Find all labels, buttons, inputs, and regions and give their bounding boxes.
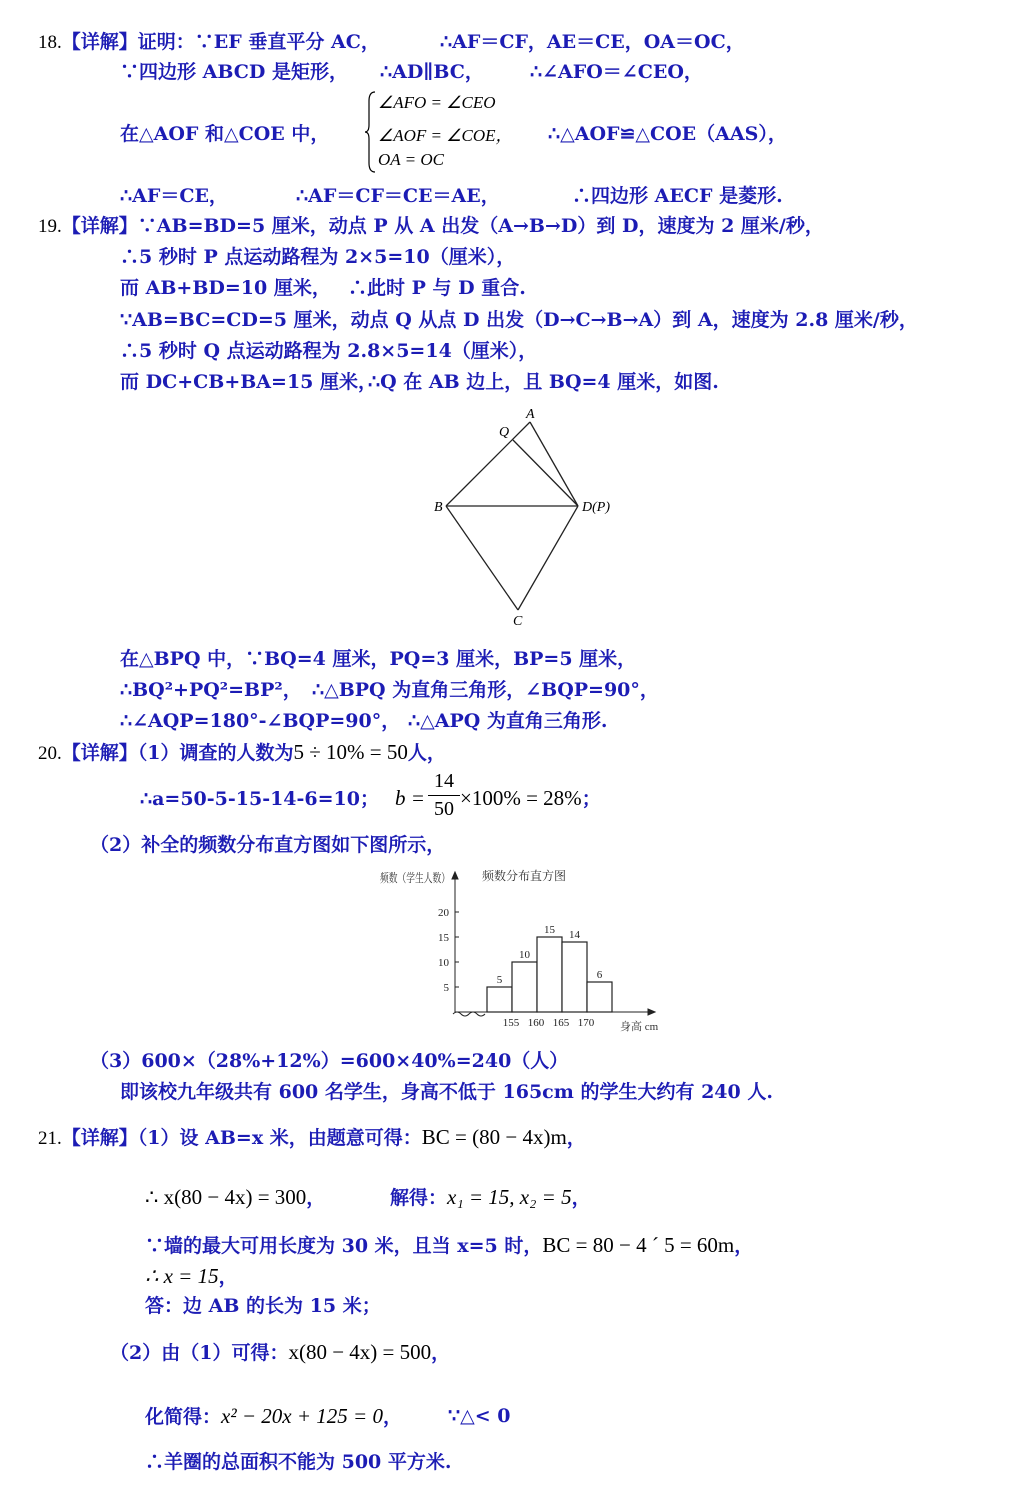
q21-quadratic: x² − 20x + 125 = 0 (221, 1404, 383, 1428)
histogram-bar (537, 937, 562, 1012)
chart-ylabel: 频数（学生人数） (380, 871, 477, 885)
q20-b-fraction (428, 770, 460, 821)
q21-line-7: 化简得：x² − 20x + 125 = 0， (145, 1404, 402, 1428)
x-tick-label: 170 (577, 1017, 595, 1029)
equation-system-line-1: ∠AFO = ∠CEO (378, 93, 496, 112)
q19-tag: 【详解】 (61, 215, 138, 237)
q21-tag: 【详解】 (61, 1127, 138, 1149)
geometry-figure (420, 400, 660, 635)
q19-line-2: ∴5 秒时 P 点运动路程为 2×5=10（厘米）， (120, 246, 516, 268)
q21-line-5: 答：边 AB 的长为 15 米； (145, 1295, 381, 1317)
q20-unit: 人， (407, 742, 446, 764)
equation-system-line-3: OA = OC (378, 150, 444, 169)
q21-line-1: 21.【详解】（1）设 AB=x 米，由题意可得：BC = (80 − 4x)m， (38, 1125, 586, 1149)
q18-line-4a: ∴AF＝CE， (120, 185, 228, 207)
q21-line-2b: 解得：x₁ = 15, x₂ = 5， (390, 1185, 591, 1209)
q21-line-4: ∴ x = 15， (145, 1264, 238, 1288)
q20-tag: 【详解】 (61, 742, 138, 764)
axis-break (453, 1012, 485, 1016)
q21-text: （1）设 AB=x 米，由题意可得： (137, 1127, 422, 1149)
q19-line-3a: 而 AB+BD=10 厘米， (120, 277, 331, 299)
q18-text: 证明：∵EF 垂直平分 AC， (137, 31, 380, 53)
q21-line-2: ∴ x(80 − 4x) = 300， (145, 1185, 326, 1209)
q20-line-2: （2）补全的频数分布直方图如下图所示， (90, 834, 446, 856)
y-axis-arrow (452, 872, 458, 879)
q18-line-4b: ∴AF＝CF＝CE＝AE， (296, 185, 500, 207)
q19-line-9b: ∴△APQ 为直角三角形. (408, 710, 608, 732)
q19-line-1 (38, 214, 824, 239)
bar-value-label: 10 (519, 949, 530, 961)
label-c: C (513, 614, 523, 629)
q20-b-rhs: ×100% = 28%； (460, 786, 601, 810)
q20-number: 20. (38, 743, 62, 764)
label-b: B (434, 500, 443, 515)
q21-discriminant: ∵△< 0 (448, 1405, 511, 1427)
q19-line-6b: ∴Q 在 AB 边上，且 BQ=4 厘米，如图. (368, 371, 719, 393)
bar-value-label: 5 (496, 974, 503, 986)
q18-line-4c: ∴四边形 AECF 是菱形. (572, 185, 783, 207)
q18-line-2c: ∴∠AFO＝∠CEO， (530, 61, 703, 83)
y-tick-label: 5 (443, 982, 449, 994)
segment-bc (446, 506, 518, 610)
histogram-chart (370, 862, 680, 1042)
q19-number: 19. (38, 216, 62, 237)
x-tick-label: 165 (552, 1017, 570, 1029)
q18-line-1b: ∴AF＝CF，AE＝CE，OA＝OC， (440, 31, 745, 53)
equation-system-brace (364, 91, 376, 173)
fraction-denominator: 50 (434, 798, 454, 820)
q20-line-3: （3）600×（28%+12%）=600×40%=240（人） (90, 1050, 569, 1072)
x-tick-label: 160 (527, 1017, 545, 1029)
q19-text: ∵AB=BD=5 厘米，动点 P 从 A 出发（A→B→D）到 D，速度为 2 厘米/秒， (137, 215, 824, 237)
q20-line-4: 即该校九年级共有 600 名学生，身高不低于 165cm 的学生大约有 240 人. (120, 1081, 773, 1103)
q18-number: 18. (38, 32, 62, 53)
segment-ba (446, 422, 530, 506)
q20-formula: 5 ÷ 10% = 50 (293, 740, 408, 764)
label-q: Q (499, 425, 510, 440)
q21-equation-300: ∴ x(80 − 4x) = 300 (145, 1185, 307, 1209)
q20-a-equation: ∴a=50-5-15-14-6=10； (140, 788, 379, 810)
equation-system-line-2: ∠AOF = ∠COE， (378, 126, 513, 145)
q20-text: （1）调查的人数为 (137, 742, 294, 764)
q18-line-2a: ∵四边形 ABCD 是矩形， (120, 61, 348, 83)
q19-line-4: ∵AB=BC=CD=5 厘米，动点 Q 从点 D 出发（D→C→B→A）到 A，速度为 2.8 厘米/秒， (120, 309, 918, 331)
segment-cd (518, 506, 578, 610)
q19-line-8b: ∴△BPQ 为直角三角形，∠BQP=90°， (312, 679, 659, 701)
histogram-bar (587, 982, 612, 1012)
bar-value-label: 15 (544, 924, 555, 936)
x-tick-label: 155 (502, 1017, 520, 1029)
q21-line-3: ∵墙的最大可用长度为 30 米，且当 x=5 时，BC = 80 − 4 ´ 5 = 60m， (145, 1233, 754, 1257)
q19-line-3b: ∴此时 P 与 D 重合. (348, 277, 526, 299)
y-tick-label: 15 (438, 932, 449, 944)
bar-value-label: 6 (596, 969, 603, 981)
q18-line-3a: 在△AOF 和△COE 中， (120, 123, 330, 145)
q19-line-5: ∴5 秒时 Q 点运动路程为 2.8×5=14（厘米）， (120, 340, 538, 362)
q19-line-9a: ∴∠AQP=180°-∠BQP=90°， (120, 710, 401, 732)
q18-line-3b: ∴△AOF≌△COE（AAS）， (548, 123, 787, 145)
q21-line-8: ∴羊圈的总面积不能为 500 平方米. (145, 1451, 452, 1473)
chart-xlabel: 身高 cm (620, 1021, 659, 1033)
y-tick-label: 20 (438, 907, 449, 919)
bar-value-label: 14 (569, 929, 580, 941)
q21-bc-formula: BC = (80 − 4x)m (421, 1125, 567, 1149)
chart-title: 频数分布直方图 (482, 869, 567, 883)
fraction-bar (428, 795, 460, 796)
fraction-numerator: 14 (434, 770, 454, 792)
q18-line-2b: ∴AD∥BC， (380, 61, 484, 83)
histogram-bar (487, 987, 512, 1012)
q21-number: 21. (38, 1128, 62, 1149)
label-d: D(P) (582, 500, 610, 515)
y-tick-label: 10 (438, 957, 449, 969)
q20-b-lhs: b = (395, 786, 425, 810)
q18-line-1 (38, 30, 380, 55)
label-a: A (526, 407, 535, 422)
q21-roots: x₁ = 15, x₂ = 5 (447, 1185, 572, 1209)
q21-bc-check: BC = 80 − 4 ´ 5 = 60m (542, 1233, 735, 1257)
histogram-bar (562, 942, 587, 1012)
q18-tag: 【详解】 (61, 31, 138, 53)
q19-line-8a: ∴BQ²+PQ²=BP²， (120, 679, 302, 701)
q20-line-1 (38, 740, 446, 766)
x-axis-arrow (648, 1009, 655, 1015)
q19-line-7: 在△BPQ 中，∵BQ=4 厘米，PQ=3 厘米，BP=5 厘米， (120, 648, 637, 670)
q21-equation-500: x(80 − 4x) = 500 (288, 1340, 432, 1364)
histogram-bar (512, 962, 537, 1012)
q19-line-6a: 而 DC+CB+BA=15 厘米， (120, 371, 378, 393)
q21-line-6: （2）由（1）可得：x(80 − 4x) = 500， (110, 1340, 451, 1364)
